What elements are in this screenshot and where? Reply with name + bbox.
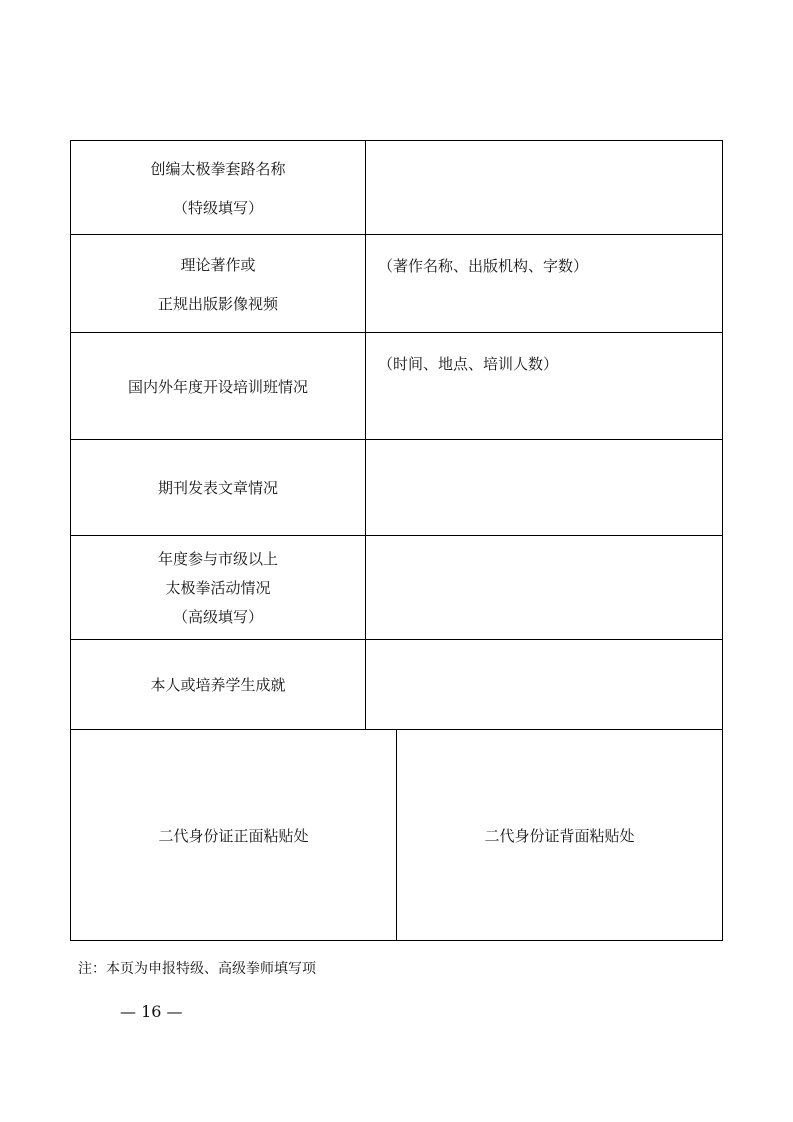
label-line: 太极拳活动情况 [165,579,271,597]
id-card-back-area[interactable]: 二代身份证背面粘贴处 [484,826,635,845]
form-row-training-classes [71,333,722,440]
value-cell[interactable]: （时间、地点、培训人数） [378,355,559,373]
form-row-routine-name [71,141,722,235]
form-row-id-card [71,730,722,940]
label-line: 创编太极拳套路名称 [150,159,286,178]
label-line: 期刊发表文章情况 [157,479,278,497]
application-form-table [70,140,723,941]
value-cell[interactable]: （著作名称、出版机构、字数） [378,257,589,275]
form-row-achievements [71,640,722,730]
label-cell [71,640,366,729]
form-row-journal-articles [71,440,722,536]
value-cell[interactable] [366,536,722,639]
label-cell [71,235,366,332]
page-number: — 16 — [120,1002,183,1021]
form-row-publications [71,235,722,333]
label-line: 本人或培养学生成就 [150,676,286,694]
label-cell [71,536,366,639]
label-line: 国内外年度开设培训班情况 [127,377,308,396]
label-line: （特级填写） [172,198,263,217]
label-cell [71,141,366,234]
form-note: 注：本页为申报特级、高级拳师填写项 [78,961,316,977]
value-cell[interactable] [366,440,722,535]
value-cell[interactable] [366,141,722,234]
label-line: 年度参与市级以上 [157,550,278,568]
label-line: 正规出版影像视频 [157,294,278,313]
label-line: （高级填写） [172,608,263,626]
value-cell[interactable] [366,640,722,729]
label-cell [71,333,366,439]
form-row-activities [71,536,722,640]
id-card-front-area[interactable]: 二代身份证正面粘贴处 [71,730,397,940]
label-line: 理论著作或 [180,255,256,274]
label-cell [71,440,366,535]
